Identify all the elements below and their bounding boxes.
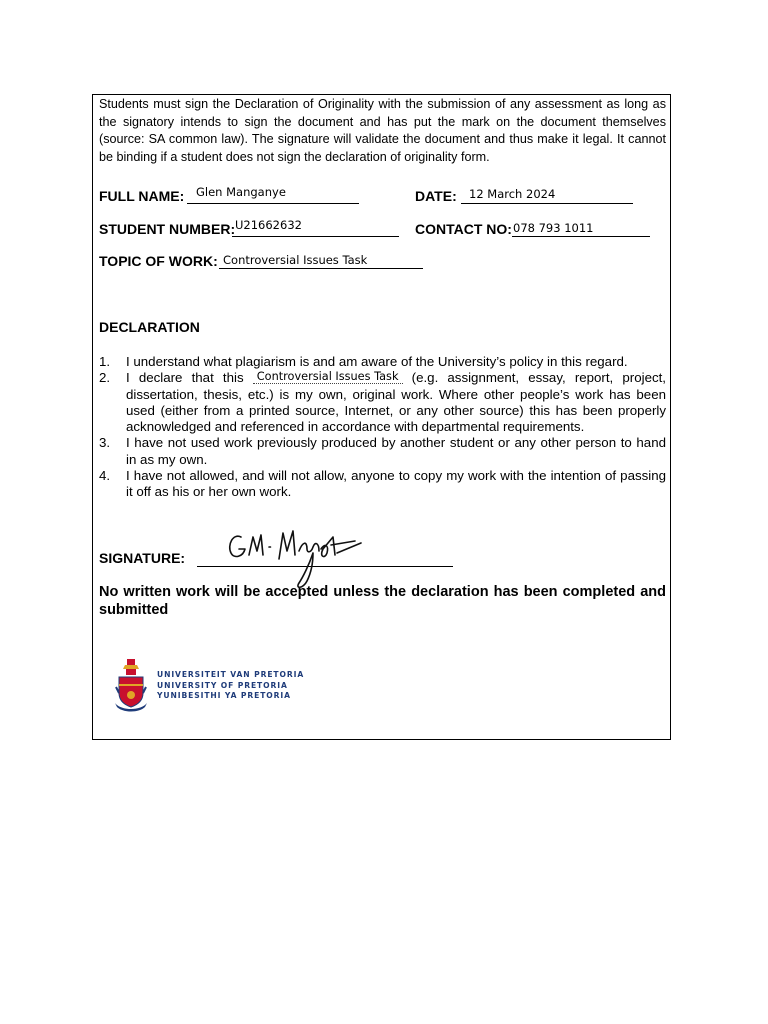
student-number-label: STUDENT NUMBER: bbox=[99, 221, 236, 237]
logo-line-english: UNIVERSITY OF PRETORIA bbox=[157, 680, 288, 690]
logo-text bbox=[157, 670, 304, 702]
university-crest-icon bbox=[113, 657, 149, 715]
contact-value: 078 793 1011 bbox=[513, 221, 594, 235]
item-number: 3. bbox=[99, 435, 111, 451]
student-number-line bbox=[232, 236, 399, 237]
item-number: 2. bbox=[99, 370, 111, 386]
item-text-before: I declare that this bbox=[126, 370, 244, 386]
intro-paragraph: Students must sign the Declaration of Originality with the submission of any assessment as long as the signatory intends to sign the document and has put the mark on the document themselves (source: SA common law). The signature will validate the document and thus make it legal. It cannot be binding if a student does not sign the declaration of originality form. bbox=[99, 97, 666, 164]
contact-line bbox=[512, 236, 650, 237]
item-text-after: (e.g. assignment, essay, report, project, dissertation, thesis, etc.) is my own, original work. Where other people’s work has been used (either from a printed source, Internet, or any other source) this has been properly acknowledged and referenced in accordance with departmental requirements. bbox=[126, 370, 667, 435]
date-value: 12 March 2024 bbox=[469, 187, 556, 201]
full-name-value: Glen Manganye bbox=[196, 185, 286, 199]
declaration-item bbox=[99, 435, 666, 468]
logo-line-afrikaans: UNIVERSITEIT VAN PRETORIA bbox=[157, 670, 305, 680]
university-logo bbox=[113, 657, 304, 715]
declaration-item bbox=[99, 354, 666, 370]
warning-text: No written work will be accepted unless the declaration has been completed and submitted bbox=[99, 584, 666, 618]
full-name-line bbox=[187, 203, 359, 204]
item-number: 1. bbox=[99, 354, 111, 369]
topic-label: TOPIC OF WORK: bbox=[99, 253, 218, 269]
signature-label: SIGNATURE: bbox=[99, 550, 186, 566]
date-line bbox=[461, 203, 633, 204]
declaration-form bbox=[92, 94, 671, 740]
date-label: DATE: bbox=[415, 188, 457, 204]
topic-line bbox=[219, 268, 423, 269]
item-text: I have not allowed, and will not allow, anyone to copy my work with the intention of passing it off as his or her own work. bbox=[126, 468, 666, 500]
topic-value: Controversial Issues Task bbox=[223, 253, 368, 267]
student-number-value: U21662632 bbox=[235, 218, 302, 232]
work-title-value: Controversial Issues Task bbox=[253, 371, 403, 384]
full-name-label: FULL NAME: bbox=[99, 188, 185, 204]
declaration-item bbox=[99, 370, 666, 435]
declaration-list bbox=[99, 354, 666, 501]
item-number: 4. bbox=[99, 468, 111, 484]
logo-line-sepedi: YUNIBESITHI YA PRETORIA bbox=[157, 691, 291, 701]
item-text: I understand what plagiarism is and am aware of the University’s policy in this regard. bbox=[126, 354, 628, 369]
contact-label: CONTACT NO: bbox=[415, 221, 512, 237]
declaration-heading: DECLARATION bbox=[99, 319, 200, 335]
declaration-item bbox=[99, 468, 666, 501]
item-text: I have not used work previously produced by another student or any other person to hand in as my own. bbox=[126, 435, 666, 467]
